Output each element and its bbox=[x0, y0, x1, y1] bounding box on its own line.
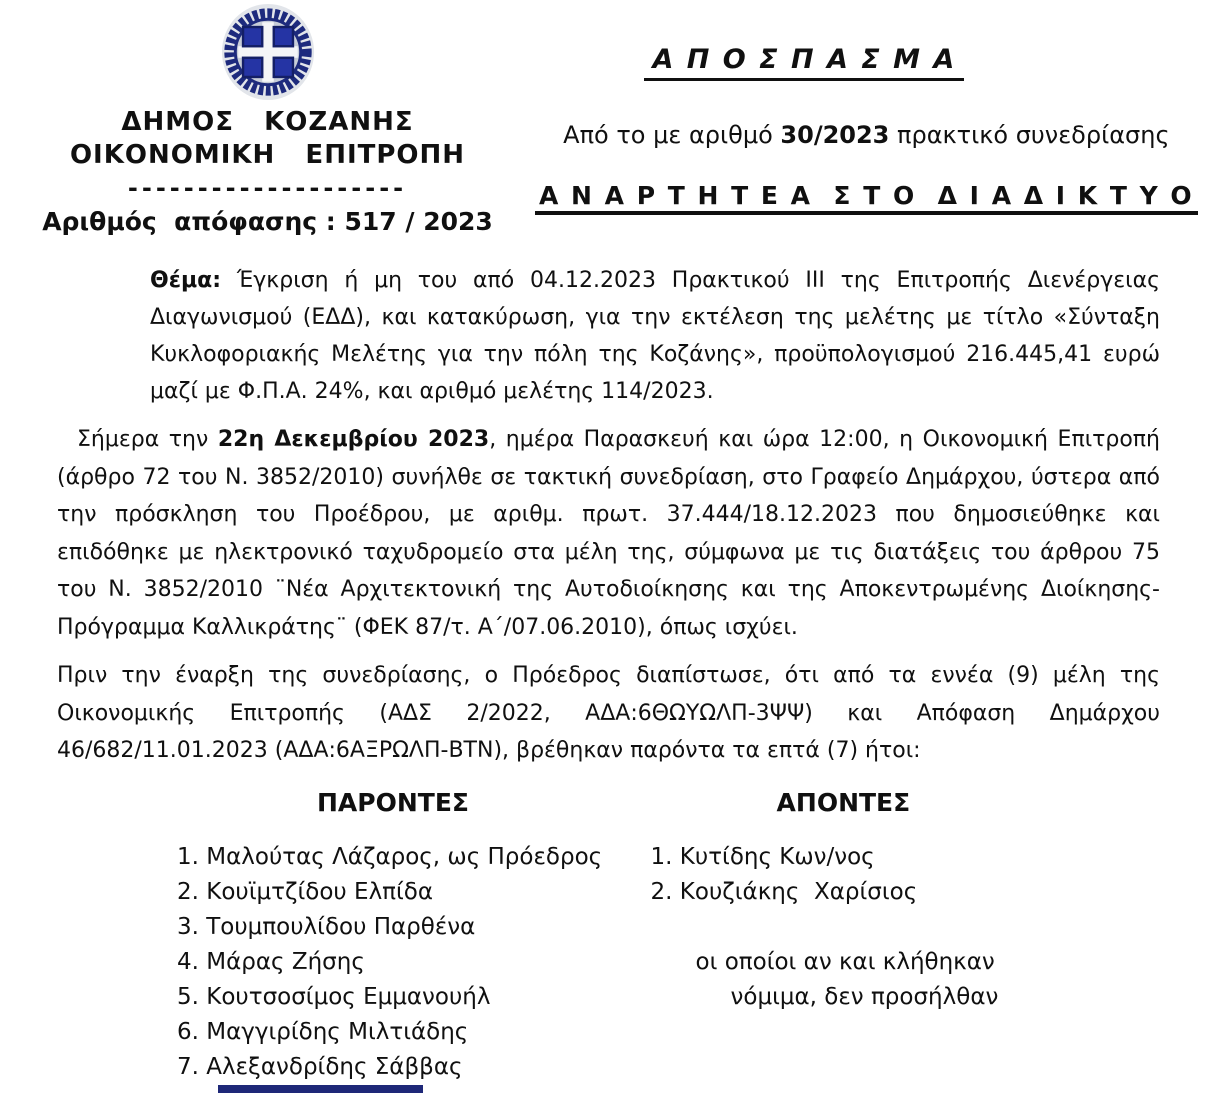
session-text-pre: Σήμερα την bbox=[77, 427, 218, 452]
practice-reference bbox=[535, 121, 1198, 149]
municipality-logo bbox=[0, 2, 535, 106]
present-list bbox=[177, 840, 631, 1085]
list-item: 5. Κουτσοσίμος Εμμανουήλ bbox=[177, 983, 491, 1010]
absent-list bbox=[651, 840, 1160, 1015]
decision-number: Αριθμός απόφασης : 517 / 2023 bbox=[42, 207, 493, 236]
practice-number: 30/2023 bbox=[780, 121, 890, 149]
subject-paragraph bbox=[150, 262, 1160, 410]
list-item: 3. Τουμπουλίδου Παρθένα bbox=[177, 913, 476, 940]
spacer bbox=[651, 910, 1160, 945]
org-name: ΔΗΜΟΣ ΚΟΖΑΝΗΣ bbox=[121, 107, 414, 137]
coat-of-arms-icon bbox=[220, 2, 316, 102]
present-header: ΠΑΡΟΝΤΕΣ bbox=[317, 787, 469, 817]
list-item: 1. Μαλούτας Λάζαρος, ως Πρόεδρος bbox=[177, 843, 603, 870]
absent-header: ΑΠΟΝΤΕΣ bbox=[776, 787, 911, 817]
session-date: 22η Δεκεμβρίου 2023 bbox=[217, 427, 490, 452]
cutoff-next-line bbox=[218, 1085, 423, 1093]
list-item: 7. Αλεξανδρίδης Σάββας bbox=[177, 1053, 463, 1080]
practice-reference-suffix: πρακτικό συνεδρίασης bbox=[889, 121, 1170, 149]
list-item: 1. Κυτίδης Κων/νος bbox=[650, 843, 875, 870]
list-item: 2. Κουϊμτζίδου Ελπίδα bbox=[177, 878, 434, 905]
extract-block bbox=[535, 0, 1217, 236]
internet-posting-notice: Α Ν Α Ρ Τ Η Τ Ε Α Σ Τ Ο Δ Ι Α Δ Ι Κ Τ Υ Ο bbox=[535, 181, 1198, 215]
absent-column bbox=[631, 787, 1160, 1085]
subject-label: Θέμα: bbox=[150, 268, 222, 293]
absent-note: νόμιμα, δεν προσήλθαν bbox=[730, 983, 999, 1010]
list-item: 2. Κουζιάκης Χαρίσιος bbox=[650, 878, 918, 905]
session-paragraph bbox=[57, 421, 1160, 646]
dashed-divider: -------------------- bbox=[127, 174, 408, 202]
issuer-block bbox=[0, 0, 535, 236]
document-body bbox=[0, 262, 1217, 1085]
list-item: 4. Μάρας Ζήσης bbox=[177, 948, 365, 975]
practice-reference-prefix: Από το με αριθμό bbox=[563, 121, 781, 149]
subject-text: Έγκριση ή μη του από 04.12.2023 Πρακτικού ΙΙΙ της Επιτροπής Διενέργειας Διαγωνισμού (ΕΔΔ), και κατακύρωση, για την εκτέλεση της μελέτης με τίτλο «Σύνταξη Κυκλοφοριακής Μελέτης για την πόλη της Κοζάνης», προϋπολογισμού 216.445,41 ευρώ μαζί με Φ.Π.Α. 24%, και αριθμό μελέτης 114/2023. bbox=[150, 268, 1160, 404]
quorum-paragraph: Πριν την έναρξη της συνεδρίασης, ο Πρόεδρος διαπίστωσε, ότι από τα εννέα (9) μέλη της Οικονομικής Επιτροπής (ΑΔΣ 2/2022, ΑΔΑ:6ΘΩΥΩΛΠ-3ΨΨ) και Απόφαση Δημάρχου 46/682/11.01.2023 (ΑΔΑ:6ΑΞΡΩΛΠ-ΒΤΝ), βρέθηκαν παρόντα τα επτά (7) ήτοι: bbox=[57, 663, 1160, 763]
session-text-post: , ημέρα Παρασκευή και ώρα 12:00, η Οικονομική Επιτροπή (άρθρο 72 του Ν. 3852/2010) συνήλθε σε τακτική συνεδρίαση, στο Γραφείο Δημάρχου, ύστερα από την πρόσκληση του Προέδρου, με αριθμ. πρωτ. 37.444/18.12.2023 που δημοσιεύθηκε και επιδόθηκε με ηλεκτρονικό ταχυδρομείο στα μέλη της, σύμφωνα με τις διατάξεις του άρθρου 75 του Ν. 3852/2010 ¨Νέα Αρχιτεκτονική της Αυτοδιοίκησης και της Αποκεντρωμένης Διοίκησης-Πρόγραμμα Καλλικράτης¨ (ΦΕΚ 87/τ. Α΄/07.06.2010), όπως ισχύει. bbox=[57, 427, 1160, 640]
list-item: 6. Μαγγιρίδης Μιλτιάδης bbox=[177, 1018, 469, 1045]
attendance-section bbox=[57, 787, 1160, 1085]
extract-title: Α Π Ο Σ Π Α Σ Μ Α bbox=[644, 44, 964, 81]
absent-note: οι οποίοι αν και κλήθηκαν bbox=[695, 948, 995, 975]
org-committee: ΟΙΚΟΝΟΜΙΚΗ ΕΠΙΤΡΟΠΗ bbox=[69, 140, 466, 170]
present-column bbox=[57, 787, 631, 1085]
document-header bbox=[0, 0, 1217, 236]
